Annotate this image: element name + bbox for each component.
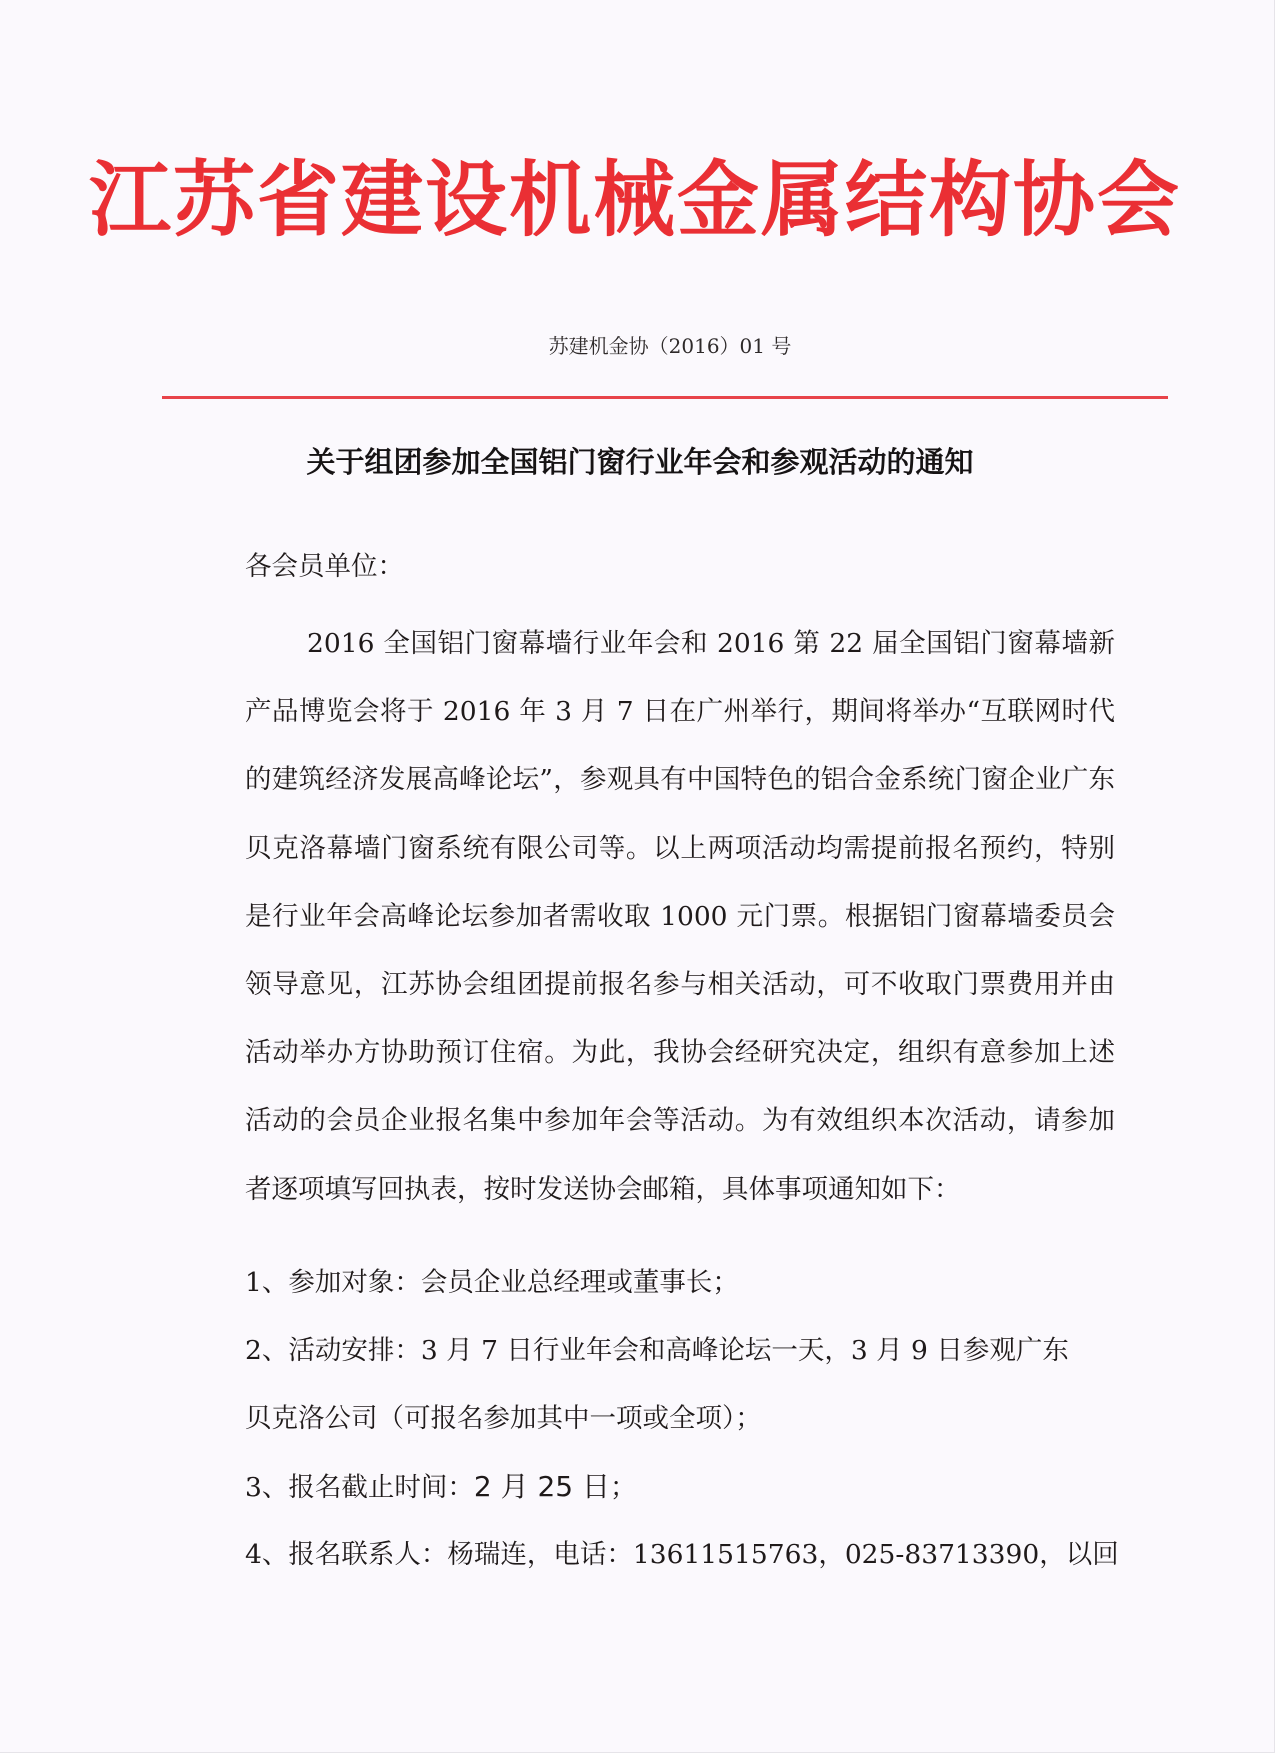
notice-title: 关于组团参加全国铝门窗行业年会和参观活动的通知 bbox=[306, 445, 974, 479]
list-item-schedule: 2、活动安排：3 月 7 日行业年会和高峰论坛一天，3 月 9 日参观广东 bbox=[245, 1335, 1069, 1366]
document-number: 苏建机金协（2016）01 号 bbox=[548, 334, 792, 358]
list-item-schedule-continued: 贝克洛公司（可报名参加其中一项或全项）； bbox=[245, 1403, 762, 1434]
deadline-suffix: ； bbox=[610, 1472, 637, 1503]
organization-header: 江苏省建设机械金属结构协会 bbox=[88, 152, 1181, 248]
body-paragraph: 2016 全国铝门窗幕墙行业年会和 2016 第 22 届全国铝门窗幕墙新产品博览会将于 2016 年 3 月 7 日在广州举行，期间将举办“互联网时代的建筑经济发展高峰论坛”，参观具有中国特色的铝合金系统门窗企业广东贝克洛幕墙门窗系统有限公司等。以上两项活动均需提前报名预约，特别是行业年会高峰论坛参加者需收取 1000 元门票。根据铝门窗幕墙委员会领导意见，江苏协会组团提前报名参与相关活动，可不收取门票费用并由活动举办方协助预订住宿。为此，我协会经研究决定，组织有意参加上述活动的会员企业报名集中参加年会等活动。为有效组织本次活动，请参加者逐项填写回执表，按时发送协会邮箱，具体事项通知如下： bbox=[245, 628, 1115, 1205]
list-item-deadline bbox=[245, 1470, 1115, 1505]
deadline-date: 2 月 25 日 bbox=[473, 1470, 611, 1503]
deadline-label: 3、报名截止时间： bbox=[245, 1472, 474, 1503]
salutation: 各会员单位： bbox=[245, 551, 404, 582]
header-divider bbox=[162, 396, 1168, 399]
list-item-participants: 1、参加对象：会员企业总经理或董事长； bbox=[245, 1267, 739, 1298]
list-item-contact: 4、报名联系人：杨瑞连，电话：13611515763，025-83713390，以回 bbox=[245, 1539, 1119, 1570]
